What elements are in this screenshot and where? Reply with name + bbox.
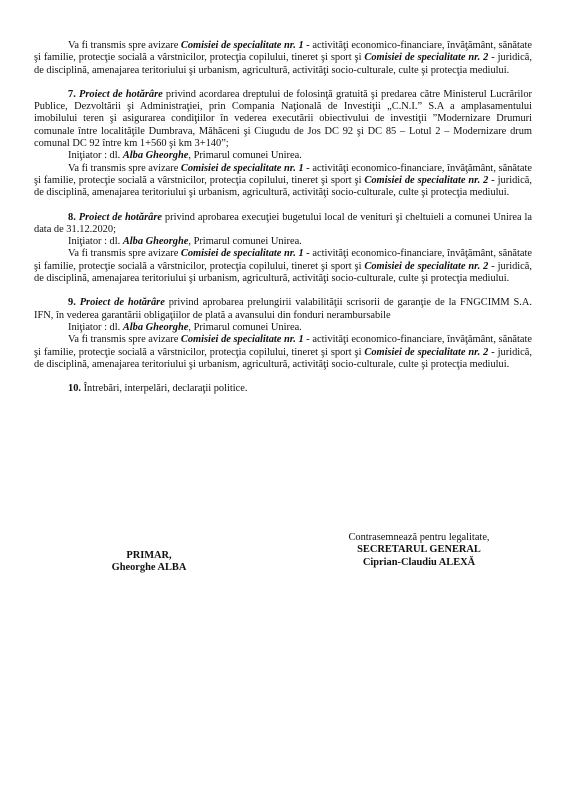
referral-text: Va fi transmis spre avizare: [68, 40, 181, 51]
initiator-role: , Primarul comunei Unirea.: [188, 321, 302, 333]
initiator-role: , Primarul comunei Unirea.: [188, 150, 302, 162]
committee-1-label: Comisiei de specialitate nr. 1 -: [180, 162, 310, 174]
agenda-item-9: [34, 297, 532, 322]
committee-1-text: activităţi economico-financiare, învăţământ, sănătate şi familie, protecţie socială a vârstnicilor, protecţia copilului, tineret şi sport şi: [34, 162, 532, 186]
item-number: 10.: [68, 383, 81, 395]
referral-text: Va fi transmis spre avizare: [68, 162, 181, 174]
initiator-label: Iniţiator : dl.: [68, 150, 123, 162]
committee-2-label: Comisiei de specialitate nr. 2 -: [364, 346, 495, 358]
committee-1-label: Comisiei de specialitate nr. 1 -: [180, 40, 310, 51]
initiator-line: [34, 150, 532, 162]
committee-2-label: Comisiei de specialitate nr. 2 -: [364, 52, 495, 64]
committee-1-label: Comisiei de specialitate nr. 1 -: [180, 334, 310, 346]
referral-paragraph: [34, 334, 532, 371]
item-text: privind acordarea dreptului de folosinţă gratuită şi predarea către Ministerul Lucrărilor Publice, Dezvoltării şi Administraţiei, prin Compania Naţională de Investiţii „C.N.I.” S.A a amplasamentului imobilului teren şi asigurarea condiţiilor în vederea executării obiectivului de investiţii ”Modernizare Drumuri comunale între localităţile Dumbrava, Măhăceni şi Ciugudu de Jos DC 92 şi DC 85 – Lotul 2 – Modernizare drum comunal DC 92 între km 1+560 şi km 3+140”;: [34, 88, 532, 150]
item-number: 9.: [68, 297, 76, 309]
committee-1-text: activităţi economico-financiare, învăţământ, sănătate şi familie, protecţie socială a vârstnicilor, protecţia copilului, tineret şi sport şi: [34, 334, 532, 358]
countersign-note: Contrasemnează pentru legalitate,: [348, 532, 490, 543]
initiator-name: Alba Gheorghe: [122, 236, 189, 248]
secretary-signature: [324, 532, 514, 569]
committee-2-text: juridică, de disciplină, amenajarea teritoriului şi urbanism, agricultură, activităţi socio-culturale, culte şi protecţia mediului.: [34, 52, 532, 76]
item-number: 8.: [68, 211, 76, 223]
mayor-title: PRIMAR,: [126, 550, 172, 561]
committee-1-text: activităţi economico-financiare, învăţământ, sănătate şi familie, protecţie socială a vârstnicilor, protecţia copilului, tineret şi sport şi: [34, 40, 532, 64]
initiator-label: Iniţiator : dl.: [68, 321, 123, 333]
referral-text: Va fi transmis spre avizare: [68, 334, 181, 346]
item-text: privind aprobarea execuţiei bugetului local de venituri şi cheltuieli a comunei Unirea la data de 31.12.2020;: [34, 211, 532, 235]
referral-paragraph: [34, 163, 532, 200]
mayor-signature: [84, 550, 214, 575]
item-number: 7.: [68, 88, 76, 100]
initiator-role: , Primarul comunei Unirea.: [188, 236, 302, 248]
agenda-item-7: [34, 89, 532, 150]
document-page: [34, 40, 533, 574]
agenda-item-10: [34, 383, 532, 395]
committee-1-label: Comisiei de specialitate nr. 1 -: [180, 248, 310, 260]
initiator-label: Iniţiator : dl.: [68, 236, 123, 248]
referral-paragraph: [34, 40, 532, 77]
committee-2-label: Comisiei de specialitate nr. 2 -: [364, 260, 495, 272]
initiator-line: [34, 322, 532, 334]
mayor-name: Gheorghe ALBA: [111, 562, 187, 574]
committee-2-text: juridică, de disciplină, amenajarea teritoriului şi urbanism, agricultură, activităţi socio-culturale, culte şi protecţia mediului.: [34, 346, 532, 370]
referral-paragraph: [34, 248, 532, 285]
item-text: Întrebări, interpelări, declaraţii politice.: [81, 383, 248, 395]
initiator-name: Alba Gheorghe: [122, 150, 189, 162]
item-text: privind aprobarea prelungirii valabilităţii scrisorii de garanţie de la FNGCIMM S.A. IFN, în vederea garantării obligaţiilor de plată a avansului din fonduri nerambursabile: [34, 297, 533, 321]
committee-2-text: juridică, de disciplină, amenajarea teritoriului şi urbanism, agricultură, activităţi socio-culturale, culte şi protecţia mediului.: [34, 174, 532, 199]
secretary-name: Ciprian-Claudiu ALEXĂ: [362, 556, 476, 568]
item-heading: Proiect de hotărâre: [79, 88, 163, 100]
referral-text: Va fi transmis spre avizare: [68, 248, 181, 260]
committee-2-text: juridică, de disciplină, amenajarea teritoriului şi urbanism, agricultură, activităţi socio-culturale, culte şi protecţia mediului.: [34, 260, 532, 285]
item-heading: Proiect de hotărâre: [78, 211, 162, 223]
committee-1-text: activităţi economico-financiare, învăţământ, sănătate şi familie, protecţie socială a vârstnicilor, protecţia copilului, tineret şi sport şi: [34, 248, 532, 272]
committee-2-label: Comisiei de specialitate nr. 2 -: [364, 174, 495, 186]
item-heading: Proiect de hotărâre: [79, 297, 165, 309]
initiator-line: [34, 236, 532, 248]
agenda-item-8: [34, 212, 532, 237]
initiator-name: Alba Gheorghe: [122, 321, 189, 333]
secretary-title: SECRETARUL GENERAL: [357, 544, 481, 556]
